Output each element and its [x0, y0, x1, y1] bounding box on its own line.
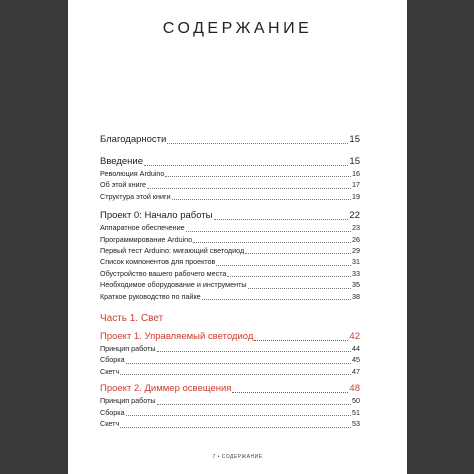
- toc-subentry[interactable]: Скетч 53: [100, 419, 360, 429]
- leader-dots: [144, 157, 348, 166]
- toc-subentry[interactable]: Сборка 51: [100, 407, 360, 417]
- leader-dots: [165, 168, 351, 177]
- leader-dots: [202, 291, 351, 300]
- page-title: СОДЕРЖАНИЕ: [162, 20, 313, 37]
- toc-entry-project-1[interactable]: Проект 1. Управляемый светодиод 42: [100, 331, 360, 343]
- toc-subentry[interactable]: Программирование Arduino 26: [100, 234, 360, 244]
- leader-dots: [126, 407, 351, 416]
- leader-dots: [214, 211, 349, 220]
- leader-dots: [216, 257, 351, 266]
- leader-dots: [147, 180, 351, 189]
- toc-subentry[interactable]: Список компонентов для проектов 31: [100, 257, 360, 267]
- leader-dots: [120, 366, 351, 375]
- leader-dots: [232, 384, 348, 393]
- toc-subentry[interactable]: Аппаратное обеспечение 23: [100, 223, 360, 233]
- leader-dots: [248, 280, 351, 289]
- leader-dots: [245, 245, 351, 254]
- leader-dots: [193, 234, 351, 243]
- book-page: [68, 0, 407, 474]
- toc-entry-acknowledgements[interactable]: Благодарности 15: [100, 134, 360, 145]
- leader-dots: [186, 223, 351, 232]
- toc-entry-introduction[interactable]: Введение 15: [100, 156, 360, 167]
- toc-subentry[interactable]: Необходимое оборудование и инструменты 35: [100, 280, 360, 290]
- toc-subentry[interactable]: Краткое руководство по пайке 38: [100, 291, 360, 301]
- leader-dots: [167, 135, 348, 144]
- toc-subentry[interactable]: Революция Arduino 16: [100, 169, 360, 178]
- table-of-contents: [100, 134, 360, 430]
- toc-entry-project-0[interactable]: Проект 0: Начало работы 22: [100, 210, 360, 222]
- leader-dots: [227, 268, 351, 277]
- toc-subentry[interactable]: Принцип работы 50: [100, 396, 360, 406]
- page-footer: 7 • СОДЕРЖАНИЕ: [212, 454, 263, 460]
- toc-subentry[interactable]: Сборка 45: [100, 355, 360, 365]
- part-heading: Часть 1. Свет: [100, 313, 164, 325]
- toc-entry-project-2[interactable]: Проект 2. Диммер освещения 48: [100, 383, 360, 395]
- leader-dots: [172, 191, 351, 200]
- toc-subentry[interactable]: Обустройство вашего рабочего места 33: [100, 268, 360, 278]
- leader-dots: [120, 419, 351, 428]
- toc-subentry[interactable]: Скетч 47: [100, 366, 360, 376]
- leader-dots: [126, 355, 351, 364]
- toc-subentry[interactable]: Об этой книге 17: [100, 180, 360, 190]
- toc-subentry[interactable]: Первый тест Arduino: мигающий светодиод 29: [100, 246, 360, 256]
- leader-dots: [254, 332, 348, 341]
- toc-subentry[interactable]: Принцип работы 44: [100, 344, 360, 354]
- leader-dots: [157, 396, 351, 405]
- toc-subentry[interactable]: Структура этой книги 19: [100, 191, 360, 201]
- leader-dots: [157, 343, 351, 352]
